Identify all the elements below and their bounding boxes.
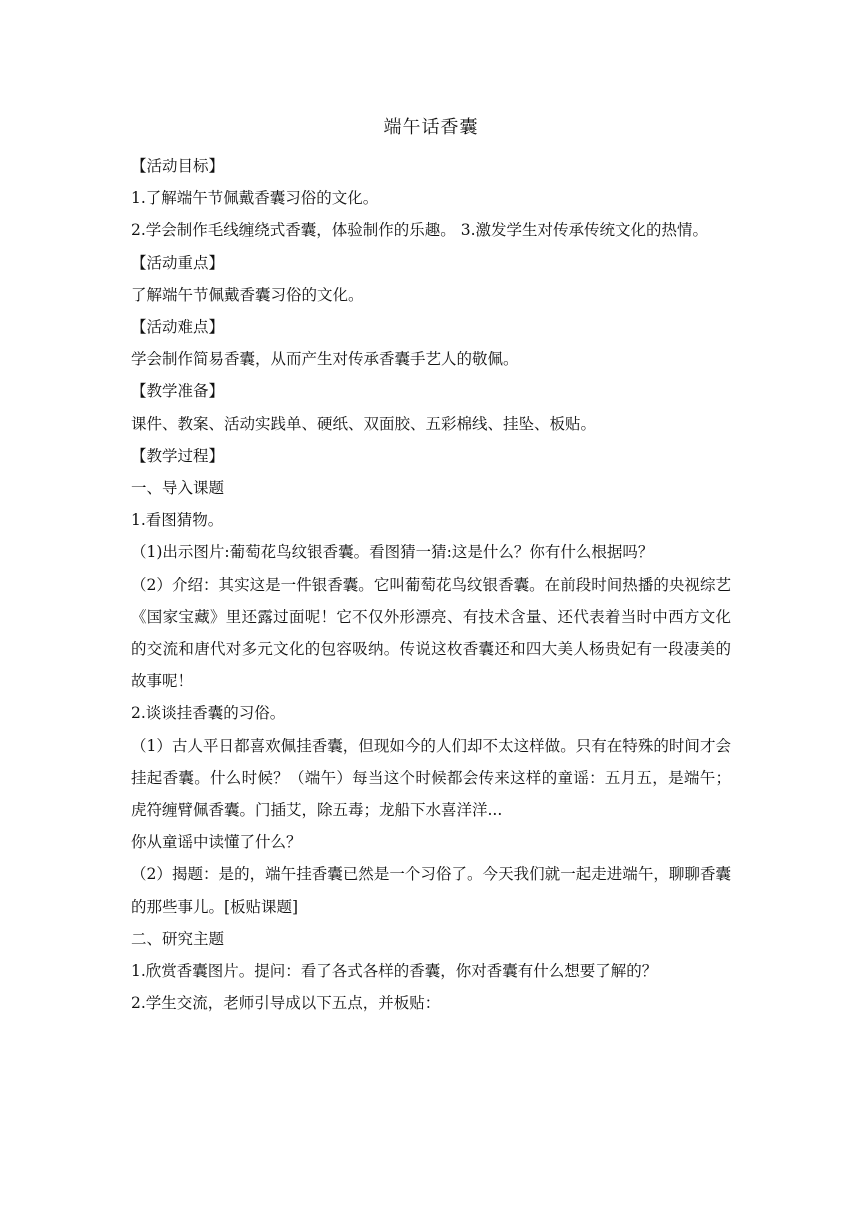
heading-prep: 【教学准备】 [131, 382, 225, 401]
heading-key: 【活动重点】 [131, 253, 225, 272]
section-2-heading: 二、研究主题 [131, 929, 225, 948]
goal-1: 1.了解端午节佩戴香囊习俗的文化。 [131, 189, 379, 208]
step-2: 2.谈谈挂香囊的习俗。 [131, 704, 286, 723]
document-title: 端午话香囊 [383, 117, 479, 138]
topic-2: 2.学生交流，老师引导成以下五点，并板贴： [131, 994, 441, 1013]
section-1-heading: 一、导入课题 [131, 479, 225, 498]
step-2-2: （2）揭题：是的，端午挂香囊已然是一个习俗了。今天我们就一起走进端午，聊聊香囊的那些事儿。[板贴课题] [131, 865, 731, 916]
heading-difficulty: 【活动难点】 [131, 318, 225, 337]
heading-process: 【教学过程】 [131, 446, 225, 465]
step-1-1: （1)出示图片:葡萄花鸟纹银香囊。看图猜一猜:这是什么？你有什么根据吗？ [131, 543, 654, 562]
prep: 课件、教案、活动实践单、硬纸、双面胶、五彩棉线、挂坠、板贴。 [131, 414, 597, 433]
heading-goals: 【活动目标】 [131, 157, 225, 175]
step-2-question: 你从童谣中读懂了什么？ [131, 833, 302, 852]
key-point: 了解端午节佩戴香囊习俗的文化。 [131, 285, 364, 304]
document-body [131, 114, 731, 1019]
step-1: 1.看图猜物。 [131, 511, 224, 530]
step-1-2: （2）介绍：其实这是一件银香囊。它叫葡萄花鸟纹银香囊。在前段时间热播的央视综艺《国家宝藏》里还露过面呢！它不仅外形漂亮、有技术含量、还代表着当时中西方文化的交流和唐代对多元文化的包容吸纳。传说这枚香囊还和四大美人杨贵妃有一段凄美的故事呢！ [131, 575, 731, 691]
step-2-1: （1）古人平日都喜欢佩挂香囊，但现如今的人们却不太这样做。只有在特殊的时间才会挂起香囊。什么时候？（端午）每当这个时候都会传来这样的童谣：五月五，是端午；虎符缠臂佩香囊。门插艾，除五毒；龙船下水喜洋洋... [131, 736, 731, 820]
topic-1: 1.欣赏香囊图片。提问：看了各式各样的香囊，你对香囊有什么想要了解的？ [131, 962, 658, 981]
difficulty: 学会制作简易香囊，从而产生对传承香囊手艺人的敬佩。 [131, 350, 519, 369]
goal-2-3: 2.学会制作毛线缠绕式香囊，体验制作的乐趣。 3.激发学生对传承传统文化的热情。 [131, 221, 709, 240]
